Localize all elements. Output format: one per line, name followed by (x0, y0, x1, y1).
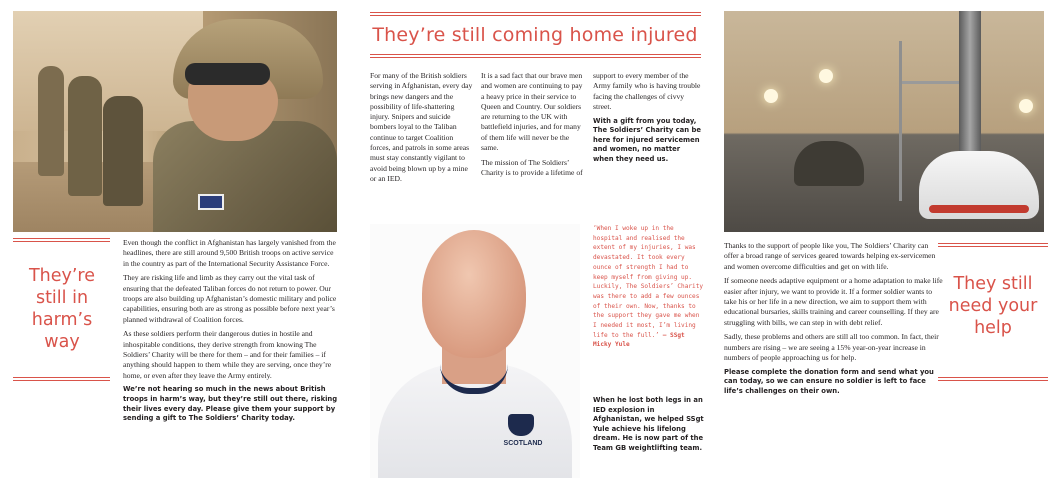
right-heading-rule-top (938, 243, 1048, 247)
right-heading: They still need your help (948, 274, 1038, 338)
heading-rule-bottom (13, 377, 110, 381)
center-appeal: With a gift from you today, The Soldiers’ Charity can be here for injured servicemen and women, no matter when they need us. (593, 116, 701, 164)
heading-rule-top (13, 238, 110, 242)
center-rule-top (370, 12, 701, 16)
center-paragraph: support to every member of the Army family who is having trouble facing the challenges of civvy street. (593, 71, 701, 111)
left-heading: They’re still in harm’s way (28, 266, 96, 352)
pull-quote (593, 224, 705, 350)
left-paragraph: As these soldiers perform their dangerous duties in hostile and inhospitable conditions, they derive strength from knowing The Soldiers’ Charity will be there for them – and for their families – if anything should happen to them while they are serving, once they’re home, or even after they leave the Army entirely. (123, 329, 332, 380)
soldier-photo (13, 11, 337, 232)
shirt-text: SCOTLAND (503, 440, 543, 447)
thistle-badge-icon (508, 414, 534, 436)
right-body (724, 241, 944, 401)
left-body (123, 238, 341, 428)
right-paragraph: If someone needs adaptive equipment or a home adaptation to make life easier after injury, we want to provide it. If a former soldier wants to take his or her life in a new direction, we aim to support them with educational bursaries, skills training and career counselling. If they are struggling with bills, we can step in with debt relief. (724, 276, 943, 327)
left-appeal: We’re not hearing so much in the news about British troops in harm’s way, but they’re still out there, risking their lives every day. Please give them your support by sending a gift to The Soldiers’ Charity today. (123, 385, 338, 423)
rehab-gym-photo (724, 11, 1044, 232)
center-paragraph: For many of the British soldiers serving in Afghanistan, every day brings new dangers and the possibility of life-shattering injury. Snipers and suicide bombers loyal to the Taliban continue to target Coalition forces, and patrols in some areas must stay constantly vigilant to avoid being blown up by a mine or an IED. (370, 71, 473, 183)
center-column-1 (370, 71, 473, 189)
center-paragraph: It is a sad fact that our brave men and women are continuing to pay a heavy price in their service to Queen and Country. Our soldiers are returning to the UK with battlefield injuries, and for many of them life will never be the same. (481, 71, 583, 153)
center-heading: They’re still coming home injured (372, 24, 698, 46)
center-column-3 (593, 71, 701, 169)
center-column-2 (481, 71, 584, 183)
quote-text: ‘When I woke up in the hospital and realised the extent of my injuries, I was devastated. It took every ounce of strength I had to keep myself from giving up. Luckily, The Soldiers’ Charity was there to add a few ounces of their own. Now, thanks to the support they gave me when I needed it most, I’m living life to the full.’ (593, 225, 704, 339)
right-paragraph: Thanks to the support of people like you, The Soldiers’ Charity can offer a broad range of services geared towards helping ex-servicemen and women overcome difficulties and get on with life. (724, 241, 936, 271)
right-heading-rule-bottom (938, 377, 1048, 381)
right-paragraph: Sadly, these problems and others are still all too common. In fact, their numbers are rising – we are seeing a 15% year-on-year increase in numbers of people approaching us for help. (724, 332, 939, 362)
prosthetic-leg-icon (959, 11, 981, 161)
quote-attribution: — SSgt Micky Yule (593, 331, 685, 349)
center-paragraph: The mission of The Soldiers’ Charity is to provide a lifetime of (481, 157, 583, 178)
left-paragraph: They are risking life and limb as they carry out the vital task of ensuring that the defeated Taliban forces do not return to power. Our troops are also building up Afghanistan’s domestic military and police capabilities, ensuring both are as strong as possible before next year’s planned withdrawal of Coalition forces. (123, 273, 337, 324)
right-appeal: Please complete the donation form and send what you can today, so we can ensure no soldier is left to face life’s challenges on their own. (724, 367, 934, 395)
photo-caption: When he lost both legs in an IED explosion in Afghanistan, we helped SSgt Yule achieve his lifelong dream. He is now part of the Team GB weightlifting team. (593, 396, 704, 452)
center-rule-bottom (370, 54, 701, 58)
trainer-icon (919, 151, 1039, 219)
union-flag-icon (198, 194, 224, 210)
ssgt-yule-photo (370, 224, 580, 478)
left-paragraph: Even though the conflict in Afghanistan has largely vanished from the headlines, there are still around 9,500 British troops on active service in the country as part of the International Security Assistance Force. (123, 238, 336, 268)
